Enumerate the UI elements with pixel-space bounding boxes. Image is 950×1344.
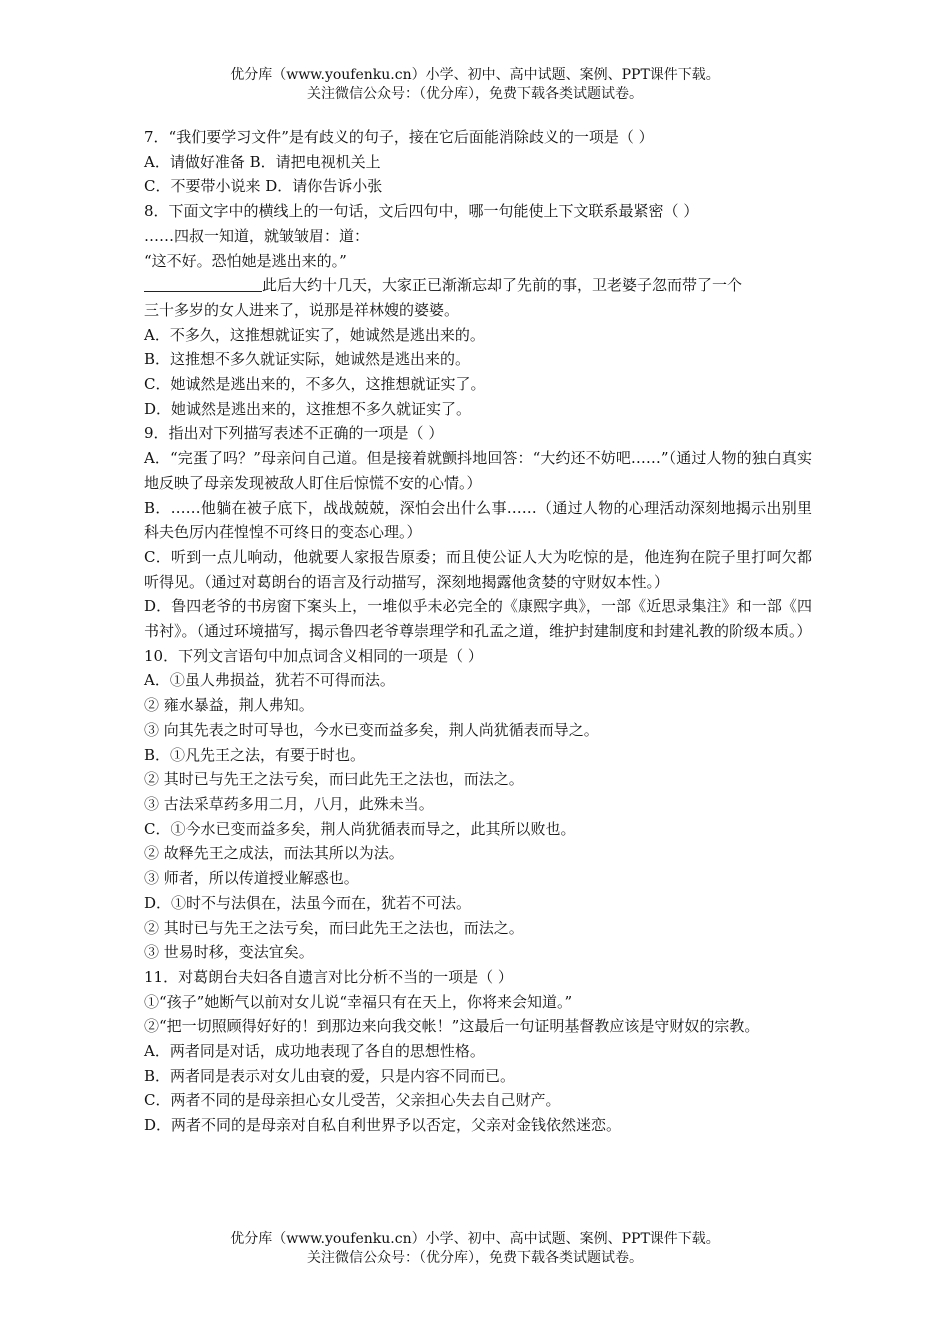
q10-option-line: ② 故释先王之成法，而法其所以为法。 [144,844,404,863]
q8-option-d: D．她诚然是逃出来的，这推想不多久就证实了。 [144,399,472,418]
q11-option-b: B．两者同是表示对女儿由衰的爱，只是内容不同而已。 [144,1066,516,1085]
q7-options-ab: A．请做好准备 B．请把电视机关上 [144,152,381,171]
q9-option-d: D．鲁四老爷的书房窗下案头上，一堆似乎未必完全的《康熙字典》，一部《近思录集注》和一部《四书衬》。（通过环境描写，揭示鲁四老爷尊崇理学和孔孟之道，维护封建制度和封建礼教的阶级本质。） [144,597,812,641]
q8-passage-line: “这不好。恐怕她是逃出来的。” [144,251,347,270]
q10-option-line: ③ 师者，所以传道授业解惑也。 [144,869,359,888]
q10-option-line: C．①今水已变而益多矣，荆人尚犹循表而导之，此其所以败也。 [144,819,576,838]
q10-option-line: ③ 世易时移，变法宜矣。 [144,943,314,962]
q11-option-a: A．两者同是对话，成功地表现了各自的思想性格。 [144,1042,485,1061]
q8-option-b: B．这推想不多久就证实际，她诚然是逃出来的。 [144,350,471,369]
page-header [0,66,950,104]
q11-option-c: C．两者不同的是母亲担心女儿受苦，父亲担心失去自己财产。 [144,1091,561,1110]
q10-option-line: A．①虽人弗损益，犹若不可得而法。 [144,671,395,690]
q9-stem: 9．指出对下列描写表述不正确的一项是（ ） [144,424,444,443]
q10-option-line: D．①时不与法俱在，法虽今而在，犹若不可法。 [144,893,472,912]
q9-option-c: C．听到一点儿响动，他就要人家报告原委；而且使公证人大为吃惊的是，他连狗在院子里打呵欠都听得见。（通过对葛朗台的语言及行动描写，深刻地揭露他贪婪的守财奴本性。） [144,547,812,591]
q8-option-c: C．她诚然是逃出来的，不多久，这推想就证实了。 [144,375,486,394]
footer-line-2: 关注微信公众号：（优分库），免费下载各类试题试卷。 [307,1250,643,1266]
question-content [144,125,812,1138]
q8-stem: 8．下面文字中的横线上的一句话，文后四句中，哪一句能使上下文联系最紧密（ ） [144,202,699,221]
q7-options-cd: C．不要带小说来 D．请你告诉小张 [144,177,383,196]
q10-stem: 10．下列文言语句中加点词含义相同的一项是（ ） [144,646,483,665]
footer-line-1: 优分库（www.youfenku.cn）小学、初中、高中试题、案例、PPT课件下载。 [230,1231,720,1247]
q8-option-a: A．不多久，这推想就证实了，她诚然是逃出来的。 [144,325,485,344]
q9-option-a: A．“完蛋了吗？”母亲问自己道。但是接着就颤抖地回答：“大约还不妨吧……”（通过人物的独白真实地反映了母亲发现被敌人盯住后惊慌不安的心情。） [144,449,812,492]
q8-passage-line: 三十多岁的女人进来了，说那是祥林嫂的婆婆。 [144,300,460,319]
q8-passage-line [144,273,812,298]
page-footer [0,1230,950,1268]
q10-option-line: ② 其时已与先王之法亏矣，而曰此先王之法也，而法之。 [144,770,524,789]
q11-quote-1: ①“孩子”她断气以前对女儿说“幸福只有在天上，你将来会知道。” [144,992,573,1011]
q10-option-line: ② 雍水暴益，荆人弗知。 [144,696,314,715]
q11-stem: 11．对葛朗台夫妇各自遗言对比分析不当的一项是（ ） [144,967,513,986]
q9-option-b: B．……他躺在被子底下，战战兢兢，深怕会出什么事……（通过人物的心理活动深刻地揭示出别里科夫色厉内荏惶惶不可终日的变态心理。） [144,498,812,542]
q11-quote-2: ②“把一切照顾得好好的！到那边来向我交帐！”这最后一句证明基督教应该是守财奴的宗教。 [144,1017,760,1036]
q10-option-line: B．①凡先王之法，有要于时也。 [144,745,366,764]
q10-option-line: ③ 古法采草药多用二月，八月，此殊未当。 [144,794,434,813]
fill-in-blank [144,275,262,292]
q8-passage-line: ……四叔一知道，就皱皱眉：道： [144,226,370,245]
q10-option-line: ③ 向其先表之时可导也，今水已变而益多矣，荆人尚犹循表而导之。 [144,720,599,739]
q7-stem: 7．“我们要学习文件”是有歧义的句子，接在它后面能消除歧义的一项是（ ） [144,128,654,146]
header-line-2: 关注微信公众号：（优分库），免费下载各类试题试卷。 [307,86,643,102]
header-line-1: 优分库（www.youfenku.cn）小学、初中、高中试题、案例、PPT课件下载。 [230,67,720,83]
q11-option-d: D．两者不同的是母亲对自私自利世界予以否定，父亲对金钱依然迷恋。 [144,1116,622,1135]
q10-option-line: ② 其时已与先王之法亏矣，而曰此先王之法也，而法之。 [144,918,524,937]
q8-passage-text: 此后大约十几天，大家正已渐渐忘却了先前的事，卫老婆子忽而带了一个 [262,276,743,295]
